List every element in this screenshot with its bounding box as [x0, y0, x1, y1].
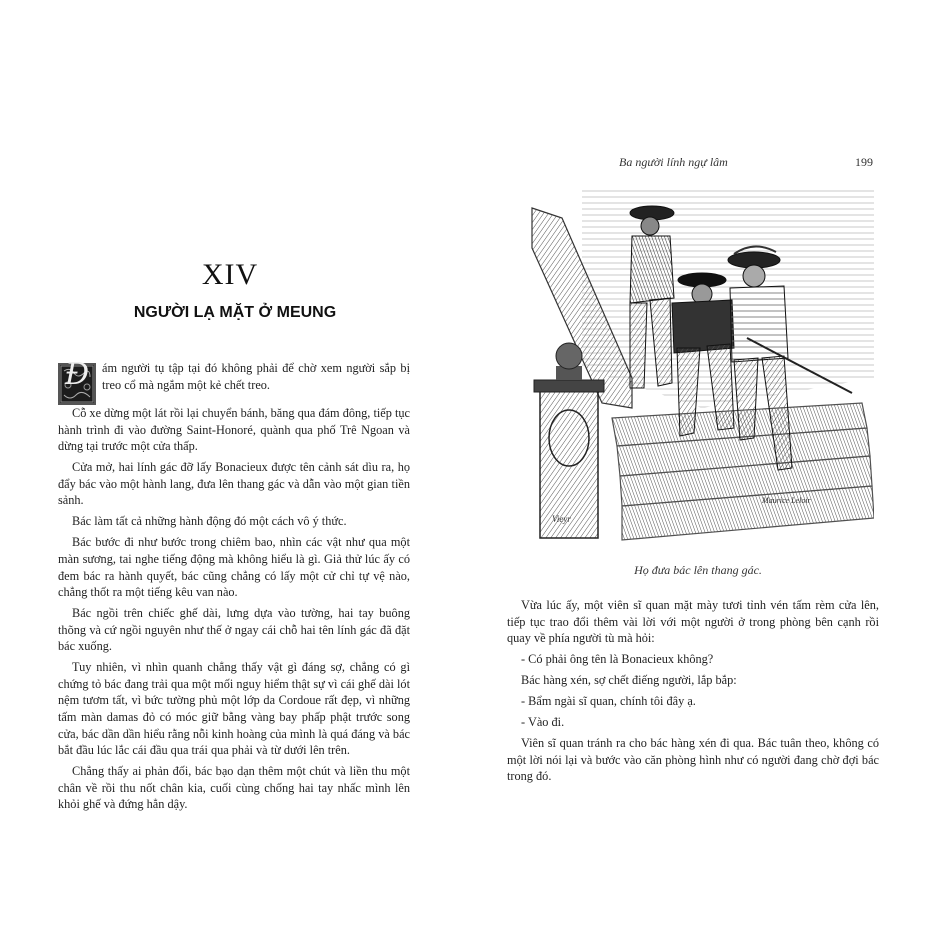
paragraph: Bác làm tất cả những hành động đó một cách vô ý thức. [72, 514, 347, 529]
illustration-signature: Vieyr [552, 514, 571, 524]
page-number: 199 [855, 155, 873, 169]
dialog-line: - Có phải ông tên là Bonacieux không? [521, 652, 714, 667]
paragraph: Cửa mở, hai lính gác đỡ lấy Bonacieux được tên cảnh sát dìu ra, họ đẩy bác vào một hành lang, đưa lên thang gác và dẫn vào một gian tiền sảnh. [58, 460, 410, 508]
paragraph: Vừa lúc ấy, một viên sĩ quan mặt mày tươi tỉnh vén tấm rèm cửa lên, tiếp tục trao đổi thêm vài lời với một người ở trong phòng bên cạnh rồi quay về phía người tù mà hỏi: [507, 598, 879, 646]
left-body-text [58, 357, 410, 817]
paragraph: Bác ngồi trên chiếc ghế dài, lưng dựa vào tường, hai tay buông thõng và cứ ngồi nguyên như thế ở ngay cái chỗ hai tên lính gác đã đặt bác xuống. [58, 606, 410, 654]
running-head: Ba người lính ngự lâm [619, 155, 728, 169]
paragraph: Bác hàng xén, sợ chết điếng người, lắp bắp: [521, 673, 737, 688]
drop-cap-ornament [58, 357, 96, 405]
paragraph: Cỗ xe dừng một lát rồi lại chuyển bánh, băng qua đám đông, tiếp tục hành trình đi vào đường Saint-Honoré, quành qua phố Trê Ngoan và dừng tại trước một cửa thấp. [58, 406, 410, 454]
paragraph: Bác bước đi như bước trong chiêm bao, nhìn các vật như qua một màn sương, tai nghe tiếng động mà không hiểu là gì. Giả thử lúc ấy có đem bác ra hành quyết, bác cũng chẳng có lấy một cử chỉ tự vệ nào, chẳng thốt ra một tiếng kêu van nào. [58, 535, 410, 600]
drop-cap-letter: Đ [64, 357, 90, 392]
first-paragraph-text: ám người tụ tập tại đó không phải để chờ xem người sắp bị treo cổ mà ngắm một kẻ chết treo. [102, 361, 410, 392]
paragraph: Chẳng thấy ai phản đối, bác bạo dạn thêm một chút và liền thu một chân về rồi thu nốt chân kia, cuối cùng chống hai tay nhấc mình lên khỏi ghế và đứng hẳn dậy. [58, 764, 410, 812]
chapter-number: XIV [201, 258, 259, 291]
first-paragraph [58, 357, 410, 393]
paragraph: Tuy nhiên, vì nhìn quanh chẳng thấy vật gì đáng sợ, chẳng có gì chứng tỏ bác đang trải qua một mối nguy hiểm thật sự vì cái ghế dài lót nệm tươm tất, vì bức tường phủ một lớp da Cordoue rất đẹp, vì những tấm màn damas đỏ có móc giữ bằng vàng bay phấp phật trước song cửa, bác dần dần hiểu rằng nỗi kinh hoàng của mình là quá đáng và bác bắt đầu lúc lắc cái đầu qua trái qua phải và từ dưới lên trên. [58, 660, 410, 758]
dialog-line: - Bẩm ngài sĩ quan, chính tôi đây ạ. [521, 694, 696, 709]
paragraph: Viên sĩ quan tránh ra cho bác hàng xén đi qua. Bác tuân theo, không có một lời nói lại và bước vào căn phòng hình như có người đang chờ đợi bác trong đó. [507, 736, 879, 784]
chapter-title: NGƯỜI LẠ MẶT Ở MEUNG [133, 304, 337, 321]
staircase-engraving-image [522, 188, 874, 548]
illustration-signature: Maurice Leloir [762, 496, 811, 505]
right-body-text [507, 597, 879, 789]
illustration-caption: Họ đưa bác lên thang gác. [634, 563, 762, 577]
dialog-line: - Vào đi. [521, 715, 565, 730]
engraving-illustration [522, 188, 874, 548]
right-page [465, 0, 930, 930]
